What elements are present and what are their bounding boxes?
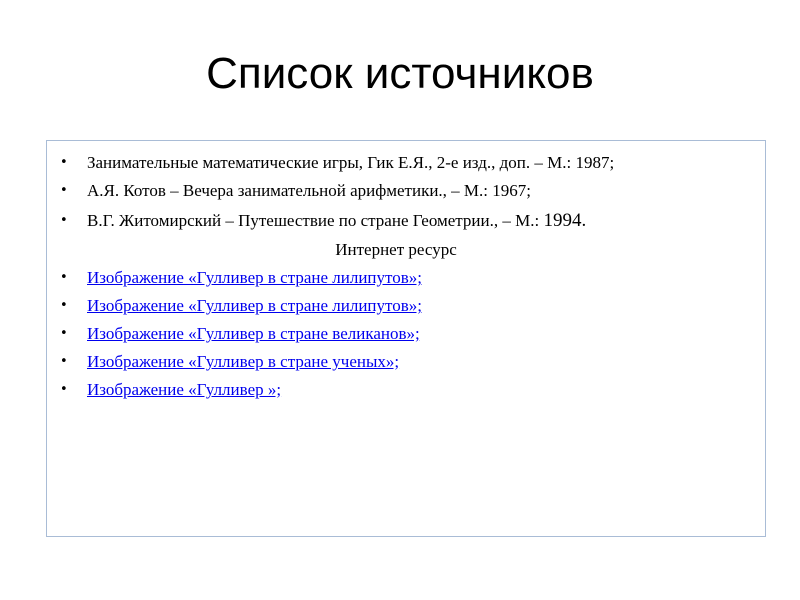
book-text: Занимательные математические игры, Гик Е.Я., 2-е изд., доп. – М.: 1987;: [87, 153, 615, 172]
list-item-link-2: [47, 292, 765, 320]
source-link[interactable]: Изображение «Гулливер в стране лилипутов»;: [87, 296, 422, 315]
book-text: А.Я. Котов – Вечера занимательной арифметики., – М.: 1967;: [87, 181, 531, 200]
book-text: В.Г. Житомирский – Путешествие по стране Геометрии., – М.:: [87, 211, 544, 230]
list-item-book-2: [47, 177, 765, 205]
content-placeholder: [46, 140, 766, 537]
list-item-link-1: [47, 264, 765, 292]
list-item-book-1: [47, 149, 765, 177]
bullet-icon: •: [60, 155, 68, 170]
list-item-link-4: [47, 348, 765, 376]
internet-heading: Интернет ресурс: [335, 240, 457, 259]
book-year: 1994.: [543, 210, 587, 231]
bullet-icon: •: [60, 183, 68, 198]
list-item-link-5: [47, 376, 765, 404]
list-item-link-3: [47, 320, 765, 348]
source-link[interactable]: Изображение «Гулливер в стране великанов»;: [87, 324, 420, 343]
bullet-icon: •: [60, 270, 68, 285]
bullet-icon: •: [60, 354, 68, 369]
source-link[interactable]: Изображение «Гулливер в стране лилипутов»;: [87, 268, 422, 287]
bullet-icon: •: [60, 298, 68, 313]
bullet-icon: •: [60, 326, 68, 341]
bullet-icon: •: [60, 382, 68, 397]
slide-title: Список источников: [206, 49, 594, 98]
sources-list: [47, 149, 765, 404]
list-item-book-3: [47, 205, 765, 236]
source-link[interactable]: Изображение «Гулливер »;: [87, 380, 282, 399]
bullet-icon: •: [60, 213, 68, 228]
source-link[interactable]: Изображение «Гулливер в стране ученых»;: [87, 352, 400, 371]
